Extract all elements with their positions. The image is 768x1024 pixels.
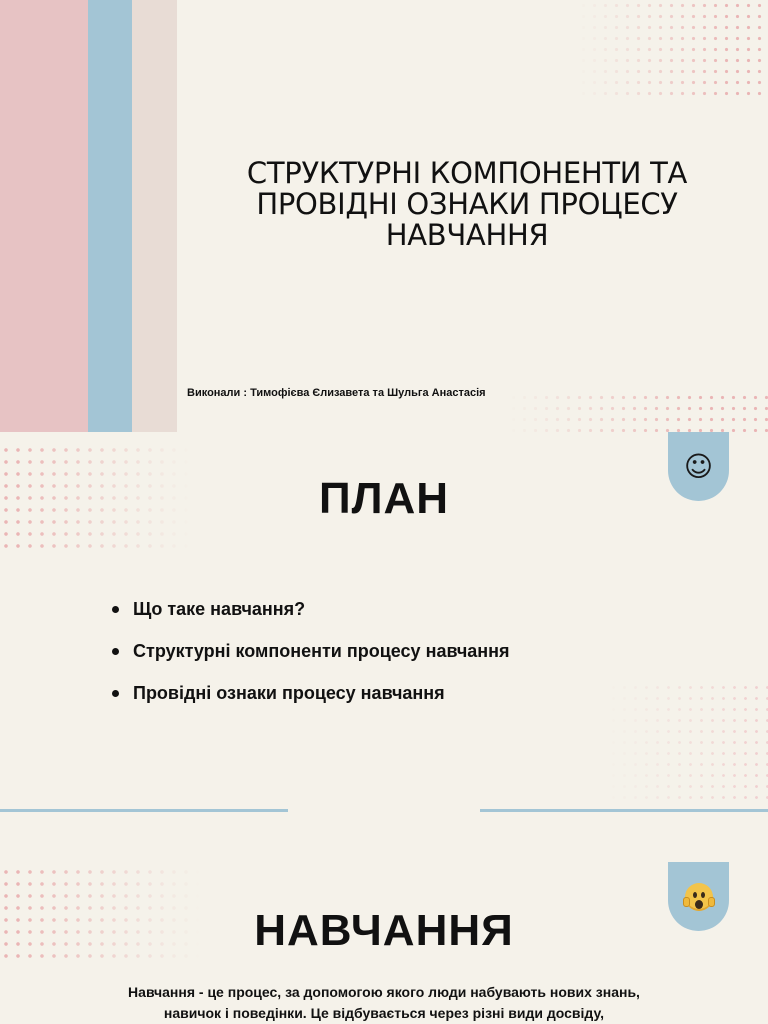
title-slide (0, 0, 768, 432)
plan-heading: ПЛАН (318, 474, 450, 523)
beige-stripe (132, 0, 177, 432)
learning-slide (0, 812, 768, 1024)
authors-line: Виконали : Тимофієва Єлизавета та Шульга Анастасія (187, 387, 486, 399)
bullet-icon (112, 690, 119, 697)
list-item (112, 672, 510, 714)
plan-slide (0, 432, 768, 812)
bullet-icon (112, 648, 119, 655)
learning-definition: Навчання - це процес, за допомогою якого люди набувають нових знань, навичок і поведінки. Це відбувається через різні види досвіду, (128, 984, 640, 1021)
list-item-text: Провідні ознаки процесу навчання (133, 682, 445, 703)
list-item (112, 630, 510, 672)
slide-title: СТРУКТУРНІ КОМПОНЕНТИ ТА ПРОВІДНІ ОЗНАКИ ПРОЦЕСУ НАВЧАННЯ (246, 156, 688, 252)
list-item (112, 588, 510, 630)
plan-list (112, 588, 510, 714)
smiley-face-icon: ☺ (683, 449, 714, 483)
list-item-text: Що таке навчання? (133, 598, 306, 619)
list-item-text: Структурні компоненти процесу навчання (133, 640, 510, 661)
learning-heading: НАВЧАННЯ (254, 906, 514, 955)
pink-stripe (0, 0, 88, 432)
dot-pattern (608, 682, 768, 802)
bullet-icon (112, 606, 119, 613)
blue-stripe (88, 0, 132, 432)
dot-pattern (508, 392, 768, 432)
dot-pattern (578, 0, 768, 100)
